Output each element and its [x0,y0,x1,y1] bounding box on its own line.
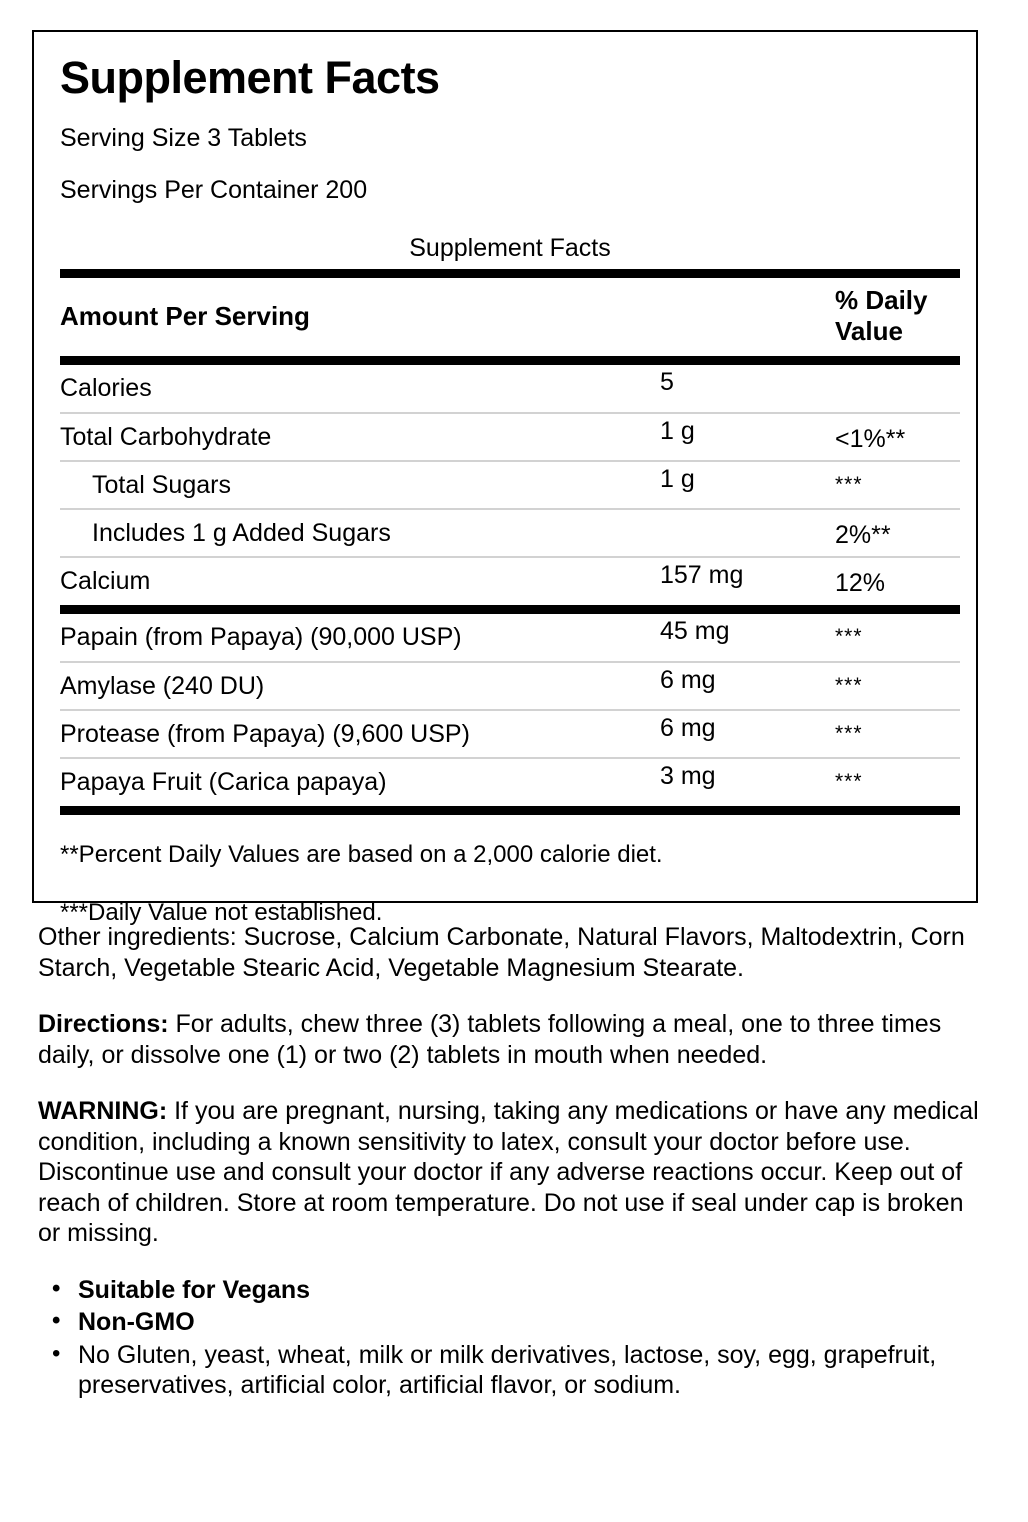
table-row [60,710,960,758]
row-daily-value [835,413,960,461]
table-caption: Supplement Facts [409,233,611,262]
row-amount [660,710,835,758]
row-daily-value [835,710,960,758]
row-daily-value [835,758,960,806]
row-daily-value [835,365,960,413]
rule-thick-header [60,356,960,365]
row-amount-value: 1 g [660,416,695,445]
row-amount [660,365,835,413]
row-amount-value: 6 mg [660,713,716,742]
table-row [60,509,960,557]
supplement-facts-inner [60,32,960,926]
directions-paragraph [38,1009,988,1070]
row-amount-value: 45 mg [660,617,730,646]
nutrition-table-body-main [60,365,960,605]
row-label: Total Sugars [60,461,660,509]
row-amount-value: 3 mg [660,762,716,791]
row-amount [660,461,835,509]
row-label: Papaya Fruit (Carica papaya) [60,758,660,806]
label-body-copy [38,922,988,1403]
row-daily-value-text: 2%** [835,520,891,549]
row-amount-value: 1 g [660,464,695,493]
nutrition-table [60,278,960,356]
table-row [60,461,960,509]
other-ingredients-text: Sucrose, Calcium Carbonate, Natural Flavors, Maltodextrin, Corn Starch, Vegetable Stearic Acid, Vegetable Magnesium Stearate. [38,923,965,982]
row-amount [660,557,835,605]
other-ingredients-label: Other ingredients: [38,923,237,951]
row-amount [660,758,835,806]
list-item: • No Gluten, yeast, wheat, milk or milk derivatives, lactose, soy, egg, grapefruit, preservatives, artificial color, artificial flavor, or sodium. [78,1340,988,1401]
rule-thick-middle [60,605,960,614]
row-daily-value-text: <1%** [835,424,906,453]
other-ingredients-paragraph [38,922,988,983]
table-row [60,557,960,605]
row-amount-value: 6 mg [660,665,716,694]
row-label: Calories [60,374,152,403]
table-row [60,365,960,413]
table-header-row [60,278,960,356]
warning-paragraph [38,1096,988,1249]
row-label: Total Carbohydrate [60,413,660,461]
row-daily-value [835,662,960,710]
table-row [60,662,960,710]
row-amount-value: 5 [660,368,674,397]
row-daily-value-text: *** [835,625,863,649]
directions-label: Directions: [38,1010,169,1038]
row-label: Papain (from Papaya) (90,000 USP) [60,623,462,652]
row-label: Amylase (240 DU) [60,662,660,710]
table-row [60,413,960,461]
warning-text: If you are pregnant, nursing, taking any medications or have any medical condition, including a known sensitivity to latex, consult your doctor before use. Discontinue use and consult your doctor if any adverse reactions occur. Keep out of reach of children. Store at room temperature. Do not use if seal under cap is broken or missing. [38,1097,979,1247]
serving-size: Serving Size 3 Tablets [60,123,307,152]
row-daily-value-text: 12% [835,569,886,598]
row-amount [660,413,835,461]
row-daily-value [835,461,960,509]
header-percent-daily-value: % Daily Value [835,285,928,347]
table-row [60,614,960,662]
rule-thick-bottom [60,806,960,815]
row-amount [660,662,835,710]
row-daily-value-text: *** [835,673,863,697]
table-row [60,758,960,806]
servings-per-container: Servings Per Container 200 [60,176,368,205]
directions-text: For adults, chew three (3) tablets following a meal, one to three times daily, or dissolve one (1) or two (2) tablets in mouth when needed. [38,1010,942,1069]
warning-label: WARNING: [38,1097,168,1125]
row-amount [660,509,835,557]
row-daily-value-text: *** [835,472,863,496]
row-amount-value: 157 mg [660,561,744,590]
list-item: • Suitable for Vegans [78,1275,988,1306]
list-item: • Non-GMO [78,1307,988,1338]
row-daily-value [835,614,960,662]
row-daily-value [835,509,960,557]
row-amount [660,614,835,662]
supplement-facts-panel [32,30,978,926]
rule-thick-top [60,269,960,278]
row-label: Calcium [60,557,660,605]
row-label: Includes 1 g Added Sugars [60,509,660,557]
row-label: Protease (from Papaya) (9,600 USP) [60,710,660,758]
footnote-daily-value-not-established: ***Daily Value not established. [60,898,383,926]
product-claims-list [38,1275,988,1401]
nutrition-table-body-enzymes [60,614,960,806]
row-daily-value [835,557,960,605]
page-title: Supplement Facts [60,52,440,103]
footnote-percent-daily-values: **Percent Daily Values are based on a 2,000 calorie diet. [60,841,663,869]
row-daily-value-text: *** [835,770,863,794]
row-daily-value-text: *** [835,721,863,745]
header-amount-per-serving: Amount Per Serving [60,300,310,331]
